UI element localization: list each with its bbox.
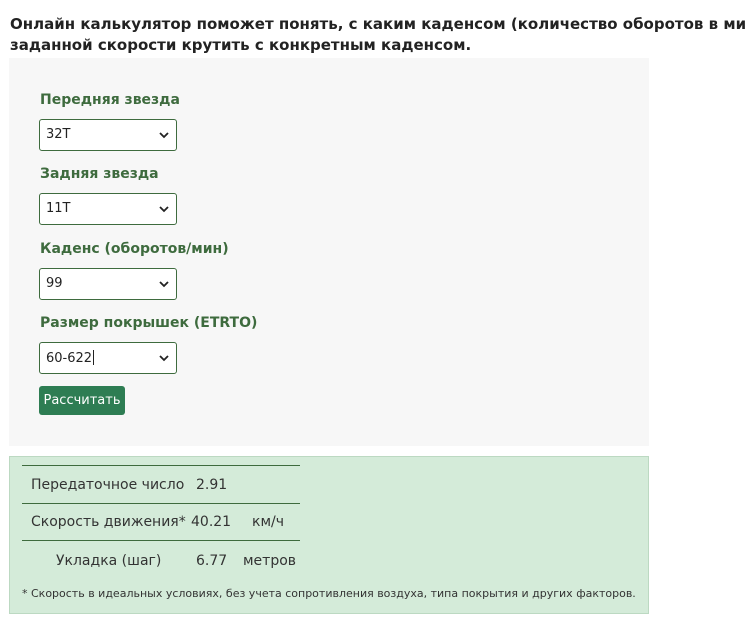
gear-ratio-label: Передаточное число [31, 477, 185, 493]
calculate-button[interactable]: Рассчитать [39, 386, 125, 415]
tire-size-value: 60-622 [46, 351, 93, 366]
intro-line-2: заданной скорости крутить с конкретным каденсом. [10, 36, 472, 54]
stroke-length-label: Укладка (шаг) [56, 553, 162, 569]
rear-sprocket-label: Задняя звезда [40, 166, 159, 182]
results-divider [22, 465, 300, 466]
speed-unit: км/ч [252, 514, 285, 530]
intro-line-1: Онлайн калькулятор поможет понять, с каким каденсом (количество оборотов в ми [10, 15, 746, 33]
stroke-length-value: 6.77 [196, 553, 228, 569]
rear-sprocket-value: 11T [46, 201, 71, 216]
stroke-length-unit: метров [243, 553, 297, 569]
chevron-down-icon [158, 352, 170, 364]
speed-footnote: * Скорость в идеальных условиях, без учета сопротивления воздуха, типа покрытия и других факторов. [22, 587, 636, 600]
cadence-value: 99 [46, 276, 63, 291]
front-sprocket-value: 32T [46, 127, 71, 142]
text-cursor [93, 350, 94, 365]
gear-ratio-value: 2.91 [196, 477, 228, 493]
tire-size-label: Размер покрышек (ETRTO) [40, 315, 258, 331]
results-divider [22, 540, 300, 541]
speed-value: 40.21 [191, 514, 232, 530]
rear-sprocket-select[interactable] [39, 193, 177, 225]
front-sprocket-label: Передняя звезда [40, 92, 180, 108]
intro-text [10, 14, 746, 56]
tire-size-select[interactable] [39, 342, 177, 374]
chevron-down-icon [158, 129, 170, 141]
cadence-label: Каденс (оборотов/мин) [40, 241, 229, 257]
speed-label: Скорость движения* [31, 514, 186, 530]
chevron-down-icon [158, 203, 170, 215]
front-sprocket-select[interactable] [39, 119, 177, 151]
cadence-select[interactable] [39, 268, 177, 300]
results-divider [22, 503, 300, 504]
chevron-down-icon [158, 278, 170, 290]
